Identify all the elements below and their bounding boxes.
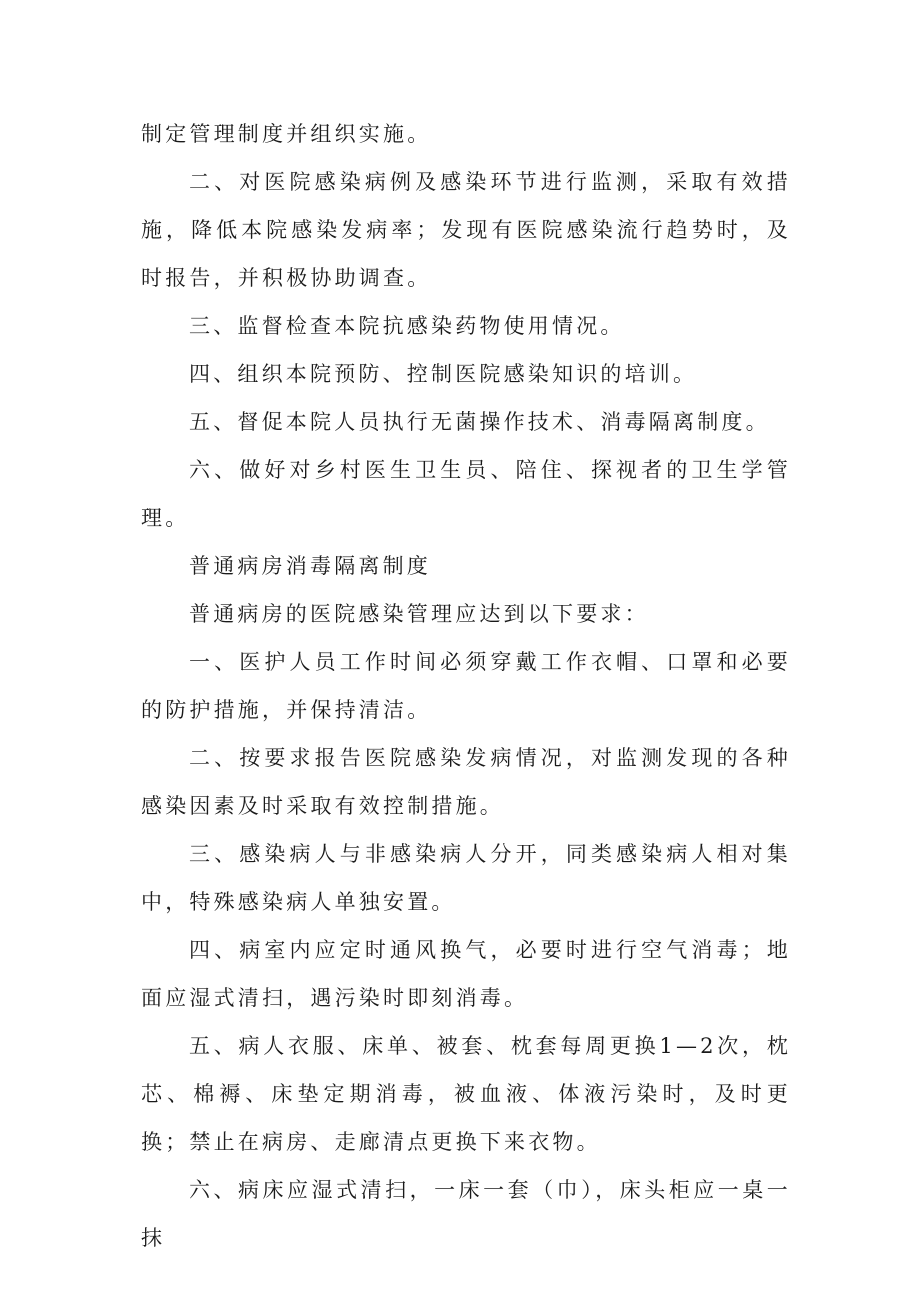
section-heading: 普通病房消毒隔离制度: [189, 554, 431, 578]
paragraph-item-5-aseptic: 五、督促本院人员执行无菌操作技术、消毒隔离制度。: [189, 410, 770, 434]
document-body: [141, 110, 791, 1262]
paragraph-rule-5: 五、病人衣服、床单、被套、枕套每周更换1—2次，枕芯、棉褥、床垫定期消毒，被血液、体液污染时，及时更换；禁止在病房、走廊清点更换下来衣物。: [141, 1034, 791, 1154]
paragraph-item-3-supervision: 三、监督检查本院抗感染药物使用情况。: [189, 314, 625, 338]
paragraph-rule-2: 二、按要求报告医院感染发病情况，对监测发现的各种感染因素及时采取有效控制措施。: [141, 746, 791, 818]
paragraph-rule-3: 三、感染病人与非感染病人分开，同类感染病人相对集中，特殊感染病人单独安置。: [141, 842, 791, 914]
paragraph-item-2-monitoring: 二、对医院感染病例及感染环节进行监测，采取有效措施，降低本院感染发病率；发现有医院感染流行趋势时，及时报告，并积极协助调查。: [141, 170, 791, 290]
paragraph-item-4-training: 四、组织本院预防、控制医院感染知识的培训。: [189, 362, 698, 386]
paragraph-rule-4: 四、病室内应定时通风换气，必要时进行空气消毒；地面应湿式清扫，遇污染时即刻消毒。: [141, 938, 791, 1010]
paragraph-continuation: 制定管理制度并组织实施。: [141, 122, 432, 146]
paragraph-item-6-hygiene: 六、做好对乡村医生卫生员、陪住、探视者的卫生学管理。: [141, 458, 791, 530]
section-intro: 普通病房的医院感染管理应达到以下要求：: [189, 602, 649, 626]
paragraph-rule-6: 六、病床应湿式清扫，一床一套（巾），床头柜应一桌一抹: [141, 1178, 791, 1250]
paragraph-rule-1: 一、医护人员工作时间必须穿戴工作衣帽、口罩和必要的防护措施，并保持清洁。: [141, 650, 791, 722]
